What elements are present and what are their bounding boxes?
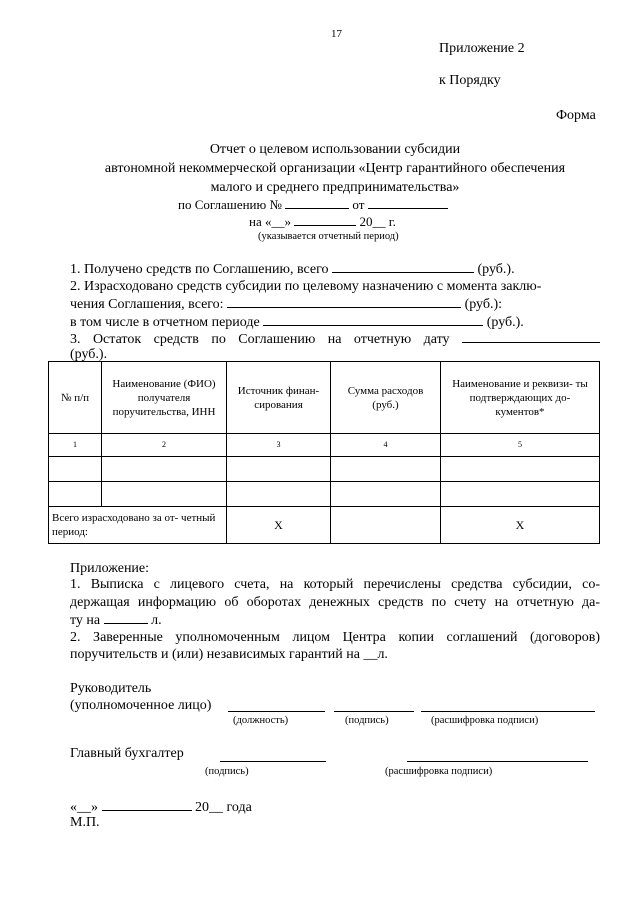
total-row xyxy=(49,507,600,544)
form-label: Форма xyxy=(556,108,596,123)
total-amount-cell[interactable] xyxy=(331,507,441,544)
column-number: 2 xyxy=(102,434,227,457)
position-caption: (должность) xyxy=(233,715,289,726)
attachment-item2-line1: 2. Заверенные уполномоченным лицом Центра копии соглашений (договоров) xyxy=(70,630,600,645)
table-row xyxy=(49,482,600,507)
header-source: Источник финан- сирования xyxy=(227,362,331,434)
attachment-item1-line2: держащая информацию об оборотах денежных средств по счету на отчетную да- xyxy=(70,595,600,610)
table-cell[interactable] xyxy=(49,482,102,507)
column-number: 5 xyxy=(441,434,600,457)
report-title-line1: Отчет о целевом использовании субсидии xyxy=(209,142,461,157)
table-cell[interactable] xyxy=(331,457,441,482)
agreement-prefix: по Соглашению № xyxy=(178,197,282,212)
header-number: № п/п xyxy=(49,362,102,434)
total-label: Всего израсходовано за от- четный период: xyxy=(49,507,227,544)
header-amount: Сумма расходов (руб.) xyxy=(331,362,441,434)
attachment-item2-line2: поручительств и (или) независимых гарантий на __л. xyxy=(70,647,388,662)
column-number: 3 xyxy=(227,434,331,457)
received-amount-field[interactable] xyxy=(332,260,474,273)
accountant-signature-field[interactable] xyxy=(220,749,326,762)
head-position-field[interactable] xyxy=(228,699,325,712)
expense-table xyxy=(48,361,600,544)
spent-total-field[interactable] xyxy=(227,295,461,308)
attachment-heading: Приложение: xyxy=(70,561,150,576)
footer-month-field[interactable] xyxy=(102,798,192,811)
appendix-label: Приложение 2 xyxy=(439,41,525,56)
spent-period-field[interactable] xyxy=(263,313,483,326)
report-title-line3: малого и среднего предпринимательства» xyxy=(210,180,460,195)
report-date-prefix: на «__» xyxy=(249,214,291,229)
header-documents: Наименование и реквизи- ты подтверждающих до- кументов* xyxy=(441,362,600,434)
table-cell[interactable] xyxy=(49,457,102,482)
table-cell[interactable] xyxy=(102,457,227,482)
agreement-number-field[interactable] xyxy=(285,196,349,209)
item-1-unit: (руб.). xyxy=(477,262,515,277)
head-title: Руководитель xyxy=(70,681,152,696)
item-2-sub-text: в том числе в отчетном периоде xyxy=(70,315,260,330)
transcript-caption: (расшифровка подписи) xyxy=(431,715,539,726)
table-cell[interactable] xyxy=(102,482,227,507)
item-2-sub-unit: (руб.). xyxy=(486,315,524,330)
column-number-row xyxy=(49,434,600,457)
page-number: 17 xyxy=(331,28,342,40)
statement-pages-field[interactable] xyxy=(104,611,148,624)
attachment-item1-line3 xyxy=(70,611,600,630)
period-note: (указывается отчетный период) xyxy=(258,231,399,242)
item-1 xyxy=(70,260,600,279)
accountant-title: Главный бухгалтер xyxy=(70,746,184,761)
stamp-label: М.П. xyxy=(70,815,100,830)
item-1-text: 1. Получено средств по Соглашению, всего xyxy=(70,262,329,277)
item-2-line2 xyxy=(70,295,600,314)
head-subtitle: (уполномоченное лицо) xyxy=(70,698,212,713)
footer-date-prefix: «__» xyxy=(70,800,98,815)
item-2-text: чения Соглашения, всего: xyxy=(70,297,224,312)
attachment-item1-suffix: л. xyxy=(151,613,162,628)
table-cell[interactable] xyxy=(331,482,441,507)
report-date-line xyxy=(249,213,396,230)
total-documents-mark: Х xyxy=(441,507,600,544)
appendix-order: к Порядку xyxy=(439,73,501,88)
balance-field[interactable] xyxy=(462,330,600,343)
item-3-line2: (руб.). xyxy=(70,347,108,362)
signature-caption: (подпись) xyxy=(345,715,389,726)
table-cell[interactable] xyxy=(227,457,331,482)
report-date-year: 20__ г. xyxy=(359,214,396,229)
column-number: 1 xyxy=(49,434,102,457)
item-2-unit: (руб.): xyxy=(464,297,503,312)
item-2-line1: 2. Израсходовано средств субсидии по целевому назначению с момента заклю- xyxy=(70,279,542,294)
report-title-line2: автономной некоммерческой организации «Центр гарантийного обеспечения xyxy=(104,161,566,176)
attachment-item1-prefix: ту на xyxy=(70,613,101,628)
column-number: 4 xyxy=(331,434,441,457)
item-3-text: 3. Остаток средств по Соглашению на отчетную дату xyxy=(70,332,450,347)
head-signature-field[interactable] xyxy=(334,699,414,712)
footer-date-year: 20__ года xyxy=(195,800,252,815)
attachment-item1-line1: 1. Выписка с лицевого счета, на который перечислены средства субсидии, со- xyxy=(70,577,600,592)
table-cell[interactable] xyxy=(441,482,600,507)
accountant-signature-caption: (подпись) xyxy=(205,766,249,777)
footer-date-line xyxy=(70,798,252,816)
accountant-transcript-field[interactable] xyxy=(407,749,588,762)
agreement-date-field[interactable] xyxy=(368,196,448,209)
accountant-transcript-caption: (расшифровка подписи) xyxy=(385,766,493,777)
head-transcript-field[interactable] xyxy=(421,699,595,712)
table-cell[interactable] xyxy=(227,482,331,507)
total-source-mark: Х xyxy=(227,507,331,544)
agreement-from: от xyxy=(352,197,365,212)
header-recipient: Наименование (ФИО) получателя поручительства, ИНН xyxy=(102,362,227,434)
table-header-row xyxy=(49,362,600,434)
agreement-line xyxy=(178,196,448,213)
table-cell[interactable] xyxy=(441,457,600,482)
table-row xyxy=(49,457,600,482)
report-month-field[interactable] xyxy=(294,213,356,226)
